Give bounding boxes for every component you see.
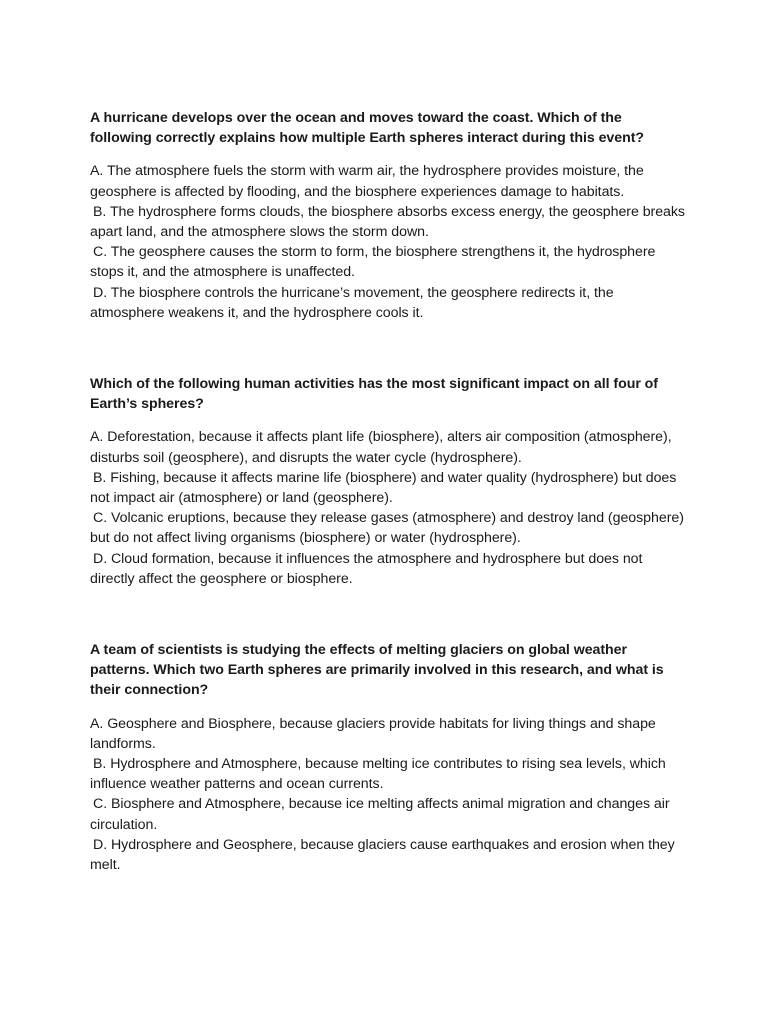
answer-options <box>90 161 685 323</box>
answer-option-d: D. Hydrosphere and Geosphere, because glaciers cause earthquakes and erosion when they melt. <box>90 836 675 874</box>
answer-option-c: C. Biosphere and Atmosphere, because ice melting affects animal migration and changes air circulation. <box>90 796 670 833</box>
answer-option-b: B. Hydrosphere and Atmosphere, because melting ice contributes to rising sea levels, which influence weather patterns and ocean currents. <box>90 756 666 793</box>
answer-option-d: D. The biosphere controls the hurricane’s movement, the geosphere redirects it, the atmosphere weakens it, and the hydrosphere cools it. <box>90 284 614 321</box>
answer-option-b: B. The hydrosphere forms clouds, the biosphere absorbs excess energy, the geosphere breaks apart land, and the atmosphere slows the storm down. <box>90 203 685 241</box>
answer-option-d: D. Cloud formation, because it influences the atmosphere and hydrosphere but does not directly affect the geosphere or biosphere. <box>90 550 643 587</box>
question-text: A hurricane develops over the ocean and moves toward the coast. Which of the following correctly explains how multiple Earth spheres interact during this event? <box>90 110 644 147</box>
answer-option-a: A. The atmosphere fuels the storm with warm air, the hydrosphere provides moisture, the geosphere is affected by flooding, and the biosphere experiences damage to habitats. <box>90 163 644 200</box>
answer-options <box>90 714 685 876</box>
question-text: A team of scientists is studying the effects of melting glaciers on global weather patterns. Which two Earth spheres are primarily involved in this research, and what is their connection? <box>90 642 664 699</box>
answer-option-c: C. Volcanic eruptions, because they release gases (atmosphere) and destroy land (geosphere) but do not affect living organisms (biosphere) or water (hydrosphere). <box>90 510 684 547</box>
question-block-2 <box>90 374 685 589</box>
answer-option-a: A. Geosphere and Biosphere, because glaciers provide habitats for living things and shape landforms. <box>90 715 656 752</box>
answer-option-c: C. The geosphere causes the storm to form, the biosphere strengthens it, the hydrosphere stops it, and the atmosphere is unaffected. <box>90 244 656 281</box>
question-text: Which of the following human activities has the most significant impact on all four of Earth’s spheres? <box>90 376 658 413</box>
question-block-3 <box>90 640 685 875</box>
answer-option-b: B. Fishing, because it affects marine life (biosphere) and water quality (hydrosphere) but does not impact air (atmosphere) or land (geosphere). <box>90 469 677 507</box>
question-block-1 <box>90 108 685 323</box>
answer-option-a: A. Deforestation, because it affects plant life (biosphere), alters air composition (atmosphere), disturbs soil (geosphere), and disrupts the water cycle (hydrosphere). <box>90 429 672 466</box>
document-page <box>90 108 685 875</box>
answer-options <box>90 427 685 589</box>
